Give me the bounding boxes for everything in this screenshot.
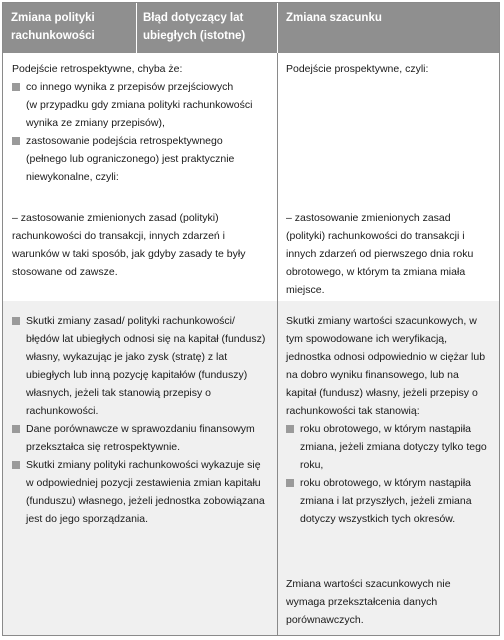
list-item-text: roku obrotowego, w którym nastąpiła zmiana i lat przyszłych, jeżeli zmiana dotyczy wszystkich tych okresów. <box>300 477 472 525</box>
list-item-text: zastosowanie podejścia retrospektywnego <box>26 135 223 147</box>
prospective-intro: Podejście prospektywne, czyli: <box>286 63 429 75</box>
list-item <box>12 420 270 456</box>
row-effects <box>3 301 499 635</box>
comparison-table <box>2 2 500 636</box>
row-approach-left-cell <box>12 60 270 186</box>
list-item <box>12 312 270 420</box>
header-accounting-policy-change: Zmiana polityki rachunkowości <box>11 12 95 42</box>
list-item <box>286 420 491 474</box>
header-prior-period-error: Błąd dotyczący lat ubiegłych (istotne) <box>143 12 246 42</box>
list-item <box>12 456 270 528</box>
estimate-note: Zmiana wartości szacunkowych nie wymaga przekształcenia danych porównawczych. <box>286 578 451 626</box>
column-divider <box>277 301 278 635</box>
table-header <box>3 3 499 53</box>
list-item <box>286 474 491 528</box>
row-effects-left-cell <box>12 312 270 528</box>
header-separator <box>277 3 278 53</box>
header-estimate-change: Zmiana szacunku <box>286 12 382 24</box>
row-approach <box>3 53 499 301</box>
list-item-text: co innego wynika z przepisów przejściowych <box>26 81 234 93</box>
column-divider <box>277 53 278 301</box>
list-item-text: Dane porównawcze w sprawozdaniu finansowym przekształca się retrospektywnie. <box>26 423 255 453</box>
list-item-text: Skutki zmiany polityki rachunkowości wykazuje się w odpowiedniej pozycji zestawienia zmian kapitału (funduszu) własnego, jeżeli jednostka zobowiązana jest do jego sporządzania. <box>26 459 265 525</box>
list-item-continuation: (pełnego lub ograniczonego) jest praktycznie niewykonalne, czyli: <box>26 153 235 183</box>
list-item-text: Skutki zmiany zasad/ polityki rachunkowości/ błędów lat ubiegłych odnosi się na kapitał (fundusz) własny, wykazując je jako zysk (stratę) z lat ubiegłych lub inną pozycję kapitałów (funduszy) własnych, jeżeli tak stanowią przepisy o rachunkowości. <box>26 315 266 417</box>
list-item-text: roku obrotowego, w którym nastąpiła zmiana, jeżeli zmiana dotyczy tylko tego roku, <box>300 423 487 471</box>
list-item <box>12 132 270 150</box>
list-item-continuation: (w przypadku gdy zmiana polityki rachunkowości wynika ze zmiany przepisów), <box>26 99 253 129</box>
retrospective-conclusion: – zastosowanie zmienionych zasad (polityki) rachunkowości do transakcji, innych zdarzeń i warunków w taki sposób, jak gdyby zasady te były stosowane od zawsze. <box>12 212 246 278</box>
list-item <box>12 78 270 96</box>
prospective-conclusion: – zastosowanie zmienionych zasad (polityki) rachunkowości do transakcji i innych zdarzeń od pierwszego dnia roku obrotowego, w którym ta zmiana miała miejsce. <box>286 212 474 296</box>
retrospective-intro: Podejście retrospektywne, chyba że: <box>12 63 183 75</box>
row-effects-right-cell <box>286 312 491 528</box>
estimate-effects-intro: Skutki zmiany wartości szacunkowych, w tym spowodowane ich weryfikacją, jednostka odnosi odpowiednio w ciężar lub na dobro wyniku finansowego, lub na kapitał (fundusz) własny, jeżeli przepisy o rachunkowości tak stanowią: <box>286 315 486 417</box>
header-separator <box>136 3 137 53</box>
